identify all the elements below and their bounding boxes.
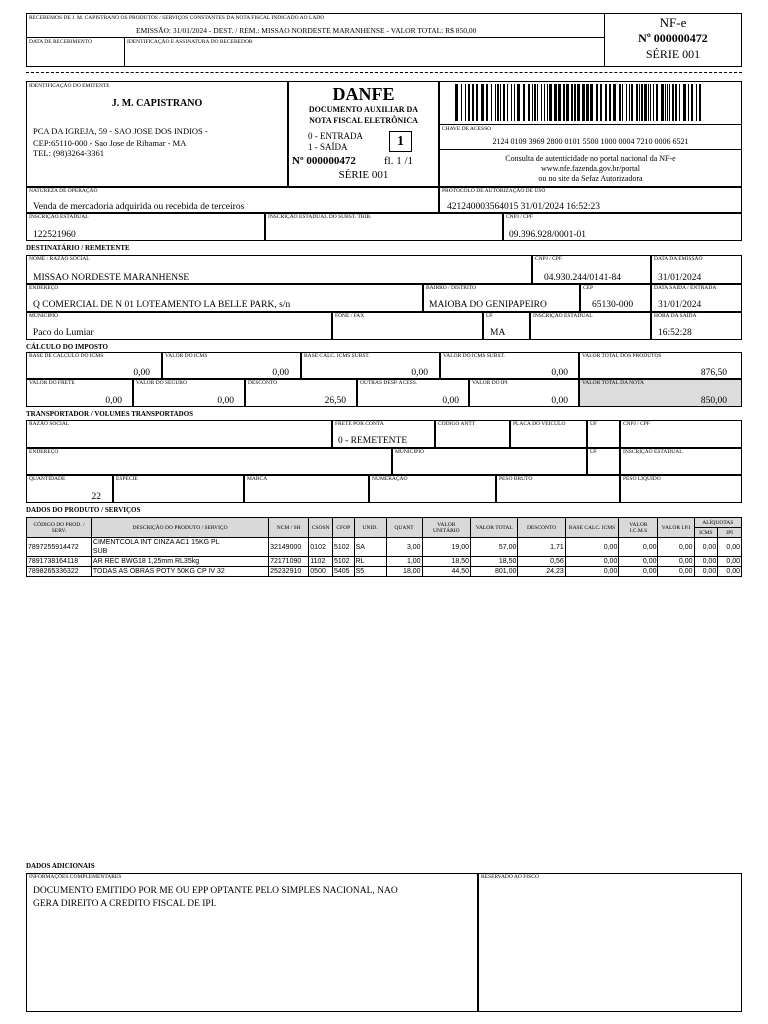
cell-unit: 44,50 xyxy=(422,567,470,577)
dest-saida-label: DATA SAÍDA / ENTRADA xyxy=(654,285,717,291)
danfe-saida: 1 - SAÍDA xyxy=(308,142,348,152)
ie-label: INSCRIÇÃO ESTADUAL xyxy=(29,214,89,220)
th-unid: UNID. xyxy=(354,518,386,538)
emitente-telefone: TEL: (98)3264-3361 xyxy=(33,148,105,158)
emitente-endereco1: PCA DA IGREJA, 59 - SAO JOSE DOS INDIOS - xyxy=(33,126,208,136)
table-row xyxy=(27,567,742,577)
imp-bc-st: 0,00 xyxy=(411,368,428,378)
cell-bc: 0,00 xyxy=(565,538,619,557)
dest-emissao: 31/01/2024 xyxy=(658,273,702,283)
th-base-calc: BASE CALC. ICMS xyxy=(565,518,619,538)
cell-total: 18,50 xyxy=(471,557,518,567)
chave-label: CHAVE DE ACESSO xyxy=(442,126,492,132)
canhoto-serie: SÉRIE 001 xyxy=(645,47,701,61)
dest-cep-label: CEP xyxy=(583,285,594,291)
transp-endereco-label: ENDEREÇO xyxy=(29,449,59,455)
danfe-numero: Nº 000000472 xyxy=(292,155,356,167)
transp-peso-liq-label: PESO LÍQUIDO xyxy=(623,476,661,482)
th-quant: QUANT xyxy=(386,518,422,538)
cell-bc: 0,00 xyxy=(565,567,619,577)
cell-cfop: 5405 xyxy=(332,567,354,577)
info-complementar-linha2: GERA DIREITO A CREDITO FISCAL DE IPI. xyxy=(33,899,217,909)
transp-ie-label: INSCRIÇÃO ESTADUAL xyxy=(623,449,683,455)
cell-desc: 0,56 xyxy=(518,557,565,567)
th-csosn: CSOSN xyxy=(309,518,333,538)
imp-total-nota: 850,00 xyxy=(700,396,727,406)
dest-municipio: Paco do Lumiar xyxy=(33,328,94,338)
cell-descricao-linha1: CIMENTCOLA INT CINZA AC1 15KG PL xyxy=(92,539,220,546)
cell-unid: SA xyxy=(354,538,386,557)
imp-icms-label: VALOR DO ICMS xyxy=(165,353,208,359)
protocolo-label: PROTOCOLO DE AUTORIZAÇÃO DE USO xyxy=(442,188,546,194)
imp-total-prod-label: VALOR TOTAL DOS PRODUTOS xyxy=(582,353,662,359)
dest-uf: MA xyxy=(490,328,506,338)
dest-cnpj-label: CNPJ / CPF xyxy=(535,256,562,262)
canhoto-resumo: EMISSÃO: 31/01/2024 - DEST. / REM.: MISSAO NORDESTE MARANHENSE - VALOR TOTAL: R$ 850,00 xyxy=(136,26,477,35)
chave-consulta1: Consulta de autenticidade no portal nacional da NF-e xyxy=(505,154,676,163)
natureza-label: NATUREZA DE OPERAÇÃO xyxy=(29,188,98,194)
imp-total-prod: 876,50 xyxy=(700,368,727,378)
th-aliquotas: ALÍQUOTAS xyxy=(694,518,741,528)
dest-ie-label: INSCRIÇÃO ESTADUAL xyxy=(533,313,593,319)
chave-consulta2: www.nfe.fazenda.gov.br/portal xyxy=(541,164,640,173)
transp-placa-label: PLACA DO VEÍCULO xyxy=(513,421,566,427)
data-recebimento-label: DATA DE RECEBIMENTO xyxy=(29,39,93,45)
imp-icms: 0,00 xyxy=(272,368,289,378)
cell-descricao xyxy=(91,567,268,577)
cell-desc: 1,71 xyxy=(518,538,565,557)
reservado-fisco-box xyxy=(478,873,742,1012)
imp-bc-st-label: BASE CÁLC. ICMS SUBST. xyxy=(304,353,370,359)
transp-cnpj-label: CNPJ / CPF xyxy=(623,421,650,427)
transp-razao-label: RAZÃO SOCIAL xyxy=(29,421,70,427)
cell-csosn: 0500 xyxy=(309,567,333,577)
transp-marca-label: MARCA xyxy=(247,476,268,482)
th-codigo: CÓDIGO DO PROD. / SERV. xyxy=(27,518,92,538)
emitente-nome: J. M. CAPISTRANO xyxy=(111,98,203,109)
danfe-subtitulo2: NOTA FISCAL ELETRÔNICA xyxy=(309,116,418,125)
cell-quant: 1,00 xyxy=(386,557,422,567)
imp-desconto: 26,50 xyxy=(324,396,346,406)
dest-endereco: Q COMERCIAL DE N 01 LOTEAMENTO LA BELLE PARK, s/n xyxy=(33,300,291,310)
imp-outras: 0,00 xyxy=(442,396,459,406)
cell-quant: 3,00 xyxy=(386,538,422,557)
canhoto-cut-line xyxy=(26,72,742,73)
destinatario-secao: DESTINATÁRIO / REMETENTE xyxy=(26,244,130,252)
transp-numeracao-label: NUMERAÇÃO xyxy=(372,476,408,482)
produtos-table xyxy=(26,517,742,577)
cell-aliq-ipi: 0,00 xyxy=(718,538,742,557)
adicionais-secao: DADOS ADICIONAIS xyxy=(26,862,95,870)
table-row xyxy=(27,557,742,567)
transp-frete-label: FRETE POR CONTA xyxy=(335,421,384,427)
reservado-fisco-label: RESERVADO AO FISCO xyxy=(481,874,539,880)
cell-bc: 0,00 xyxy=(565,557,619,567)
chave-valor: 2124 0109 3969 2800 0101 5500 1000 0004 7210 0006 6521 xyxy=(492,137,689,146)
dest-saida: 31/01/2024 xyxy=(658,300,702,310)
cell-ncm: 25232910 xyxy=(269,567,309,577)
th-cfop: CFOP xyxy=(332,518,354,538)
imp-frete: 0,00 xyxy=(105,396,122,406)
dest-fone-label: FONE / FAX xyxy=(335,313,365,319)
th-valor-unitario: VALOR UNITÁRIO xyxy=(422,518,470,538)
cell-codigo: 7897255914472 xyxy=(27,538,92,557)
dest-endereco-label: ENDEREÇO xyxy=(29,285,59,291)
cell-csosn: 0102 xyxy=(309,538,333,557)
dest-cep: 65130-000 xyxy=(592,300,634,310)
cell-ipi: 0,00 xyxy=(658,567,694,577)
transp-razao-box xyxy=(26,420,332,448)
cell-desc: 24,23 xyxy=(518,567,565,577)
transp-qtd: 22 xyxy=(91,492,101,502)
chave-barcode xyxy=(453,84,729,121)
dest-uf-label: UF xyxy=(486,313,494,319)
cell-unid: RL xyxy=(354,557,386,567)
imp-bc-icms: 0,00 xyxy=(133,368,150,378)
dest-hora-label: HORA DA SAÍDA xyxy=(654,313,697,319)
cell-unit: 18,50 xyxy=(422,557,470,567)
cell-aliq-ipi: 0,00 xyxy=(718,557,742,567)
danfe-folha: fl. 1 /1 xyxy=(384,155,414,167)
dest-nome-label: NOME / RAZÃO SOCIAL xyxy=(29,256,90,262)
imp-seguro: 0,00 xyxy=(217,396,234,406)
cell-descricao-linha2: SUB xyxy=(92,548,108,555)
iest-label: INSCRIÇÃO ESTADUAL DO SUBST. TRIB. xyxy=(268,214,372,220)
cell-aliq-icms: 0,00 xyxy=(694,557,718,567)
imp-outras-label: OUTRAS DESP. ACESS. xyxy=(360,380,418,386)
transp-frete: 0 - REMETENTE xyxy=(338,436,408,446)
cell-unid: S5 xyxy=(354,567,386,577)
imp-bc-icms-label: BASE DE CÁLCULO DO ICMS xyxy=(29,353,104,359)
dest-bairro-label: BAIRRO / DISTRITO xyxy=(426,285,477,291)
cell-ipi: 0,00 xyxy=(658,557,694,567)
canhoto-nfe: NF-e xyxy=(659,15,687,30)
th-aliq-ipi: IPI xyxy=(718,528,742,538)
cnpj-emitente-valor: 09.396.928/0001-01 xyxy=(509,230,587,240)
transp-uf2-label: UF xyxy=(590,449,598,455)
th-descricao: DESCRIÇÃO DO PRODUTO / SERVIÇO xyxy=(91,518,268,538)
transp-peso-bruto-label: PESO BRUTO xyxy=(499,476,533,482)
imp-ipi: 0,00 xyxy=(551,396,568,406)
cell-ncm: 32149000 xyxy=(269,538,309,557)
th-valor-icms: VALOR I.C.M.S xyxy=(619,518,658,538)
cell-aliq-icms: 0,00 xyxy=(694,567,718,577)
transp-especie-label: ESPÉCIE xyxy=(116,476,138,482)
cell-descricao-linha1: TODAS AS OBRAS POTY 50KG CP IV 32 xyxy=(92,568,225,575)
imp-icms-st-label: VALOR DO ICMS SUBST. xyxy=(443,353,505,359)
th-valor-total: VALOR TOTAL xyxy=(471,518,518,538)
cell-quant: 18,00 xyxy=(386,567,422,577)
cell-total: 801,00 xyxy=(471,567,518,577)
cell-csosn: 1102 xyxy=(309,557,333,567)
cell-ipi: 0,00 xyxy=(658,538,694,557)
th-aliq-icms: ICMS xyxy=(694,528,718,538)
identificacao-recebedor-label: IDENTIFICAÇÃO E ASSINATURA DO RECEBEDOR xyxy=(127,39,253,45)
emitente-endereco2: CEP:65110-000 - Sao Jose de Ribamar - MA xyxy=(33,138,187,148)
cell-aliq-icms: 0,00 xyxy=(694,538,718,557)
canhoto-recebemos: RECEBEMOS DE J. M. CAPISTRANO OS PRODUTOS / SERVIÇOS CONSTANTES DA NOTA FISCAL INDICADO AO LADO xyxy=(29,15,325,21)
danfe-subtitulo1: DOCUMENTO AUXILIAR DA xyxy=(308,105,419,114)
transp-endereco-box xyxy=(26,448,392,475)
ie-valor: 122521960 xyxy=(33,230,76,240)
natureza-valor: Venda de mercadoria adquirida ou recebida de terceiros xyxy=(33,202,245,212)
dest-emissao-label: DATA DA EMISSÃO xyxy=(654,256,703,262)
dest-nome: MISSAO NORDESTE MARANHENSE xyxy=(33,273,190,283)
cell-descricao-linha1: AR REC BWG18 1,25mm RL35kg xyxy=(92,558,200,565)
danfe-serie: SÉRIE 001 xyxy=(338,169,389,181)
transp-uf-label: UF xyxy=(590,421,598,427)
dest-hora: 16:52:28 xyxy=(658,328,692,338)
cell-descricao xyxy=(91,557,268,567)
cell-descricao xyxy=(91,538,268,557)
dest-bairro: MAIOBA DO GENIPAPEIRO xyxy=(429,300,547,310)
emitente-label: IDENTIFICAÇÃO DO EMITENTE xyxy=(29,83,110,89)
protocolo-valor: 421240003564015 31/01/2024 16:52:23 xyxy=(447,202,601,212)
th-ncm: NCM / SH xyxy=(269,518,309,538)
cell-icms: 0,00 xyxy=(619,567,658,577)
cell-cfop: 5102 xyxy=(332,557,354,567)
transp-qtd-label: QUANTIDADE xyxy=(29,476,66,482)
imp-ipi-label: VALOR DO IPI xyxy=(472,380,508,386)
th-valor-ipi: VALOR I.P.I xyxy=(658,518,694,538)
danfe-titulo: DANFE xyxy=(332,84,395,104)
dest-municipio-label: MUNICÍPIO xyxy=(29,313,59,319)
cell-codigo: 7891738164118 xyxy=(27,557,92,567)
cell-icms: 0,00 xyxy=(619,557,658,567)
th-desconto: DESCONTO xyxy=(518,518,565,538)
imp-frete-label: VALOR DO FRETE xyxy=(29,380,75,386)
cell-codigo: 7898265336322 xyxy=(27,567,92,577)
transportador-secao: TRANSPORTADOR / VOLUMES TRANSPORTADOS xyxy=(26,410,194,418)
danfe-entrada: 0 - ENTRADA xyxy=(308,131,363,141)
imp-desconto-label: DESCONTO xyxy=(248,380,278,386)
info-complementar-linha1: DOCUMENTO EMITIDO POR ME OU EPP OPTANTE PELO SIMPLES NACIONAL, NAO xyxy=(33,886,398,896)
cell-icms: 0,00 xyxy=(619,538,658,557)
imp-seguro-label: VALOR DO SEGURO xyxy=(136,380,187,386)
cell-ncm: 72171090 xyxy=(269,557,309,567)
produtos-secao: DADOS DO PRODUTO / SERVIÇOS xyxy=(26,506,141,514)
chave-consulta3: ou no site da Sefaz Autorizadora xyxy=(538,174,643,183)
imp-icms-st: 0,00 xyxy=(551,368,568,378)
table-row xyxy=(27,538,742,557)
dest-cnpj: 04.930.244/0141-84 xyxy=(544,273,622,283)
danfe-tipo-box: 1 xyxy=(389,131,412,152)
cell-unit: 19,00 xyxy=(422,538,470,557)
transp-antt-label: CÓDIGO ANTT xyxy=(438,421,476,427)
transp-municipio-label: MUNICÍPIO xyxy=(395,449,425,455)
cell-total: 57,00 xyxy=(471,538,518,557)
cnpj-emitente-label: CNPJ / CPF xyxy=(506,214,533,220)
info-complementar-label: INFORMAÇÕES COMPLEMENTARES xyxy=(29,874,122,880)
cell-aliq-ipi: 0,00 xyxy=(718,567,742,577)
imposto-secao: CÁLCULO DO IMPOSTO xyxy=(26,343,108,351)
imp-total-nota-label: VALOR TOTAL DA NOTA xyxy=(582,380,645,386)
cell-cfop: 5102 xyxy=(332,538,354,557)
canhoto-numero: Nº 000000472 xyxy=(638,31,708,45)
